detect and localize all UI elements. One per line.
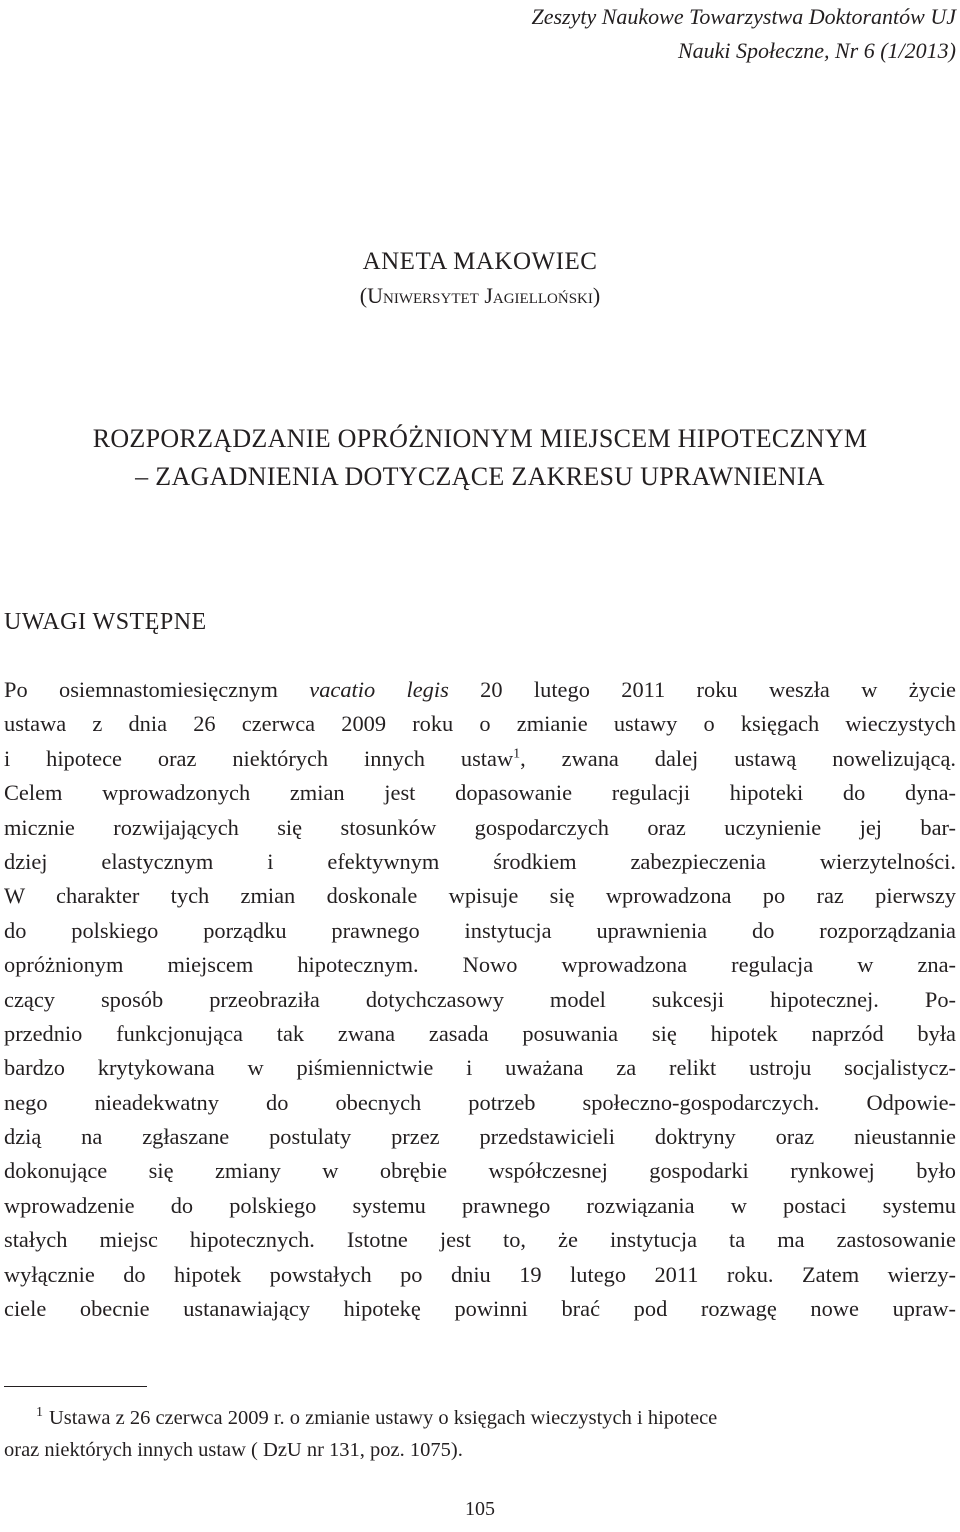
body-line: Celem wprowadzonych zmian jest dopasowanie regulacji hipoteki do dyna- — [4, 780, 956, 806]
footnote-line-2: oraz niektórych innych ustaw ( DzU nr 131, poz. 1075). — [4, 1439, 463, 1461]
footnote-line-1: $^1$ Ustawa z 26 czerwca 2009 r. o zmianie ustawy o księgach wieczystych i hipotece — [36, 1405, 718, 1429]
footnote-number: 1 — [36, 1405, 43, 1421]
body-line: wyłącznie do hipotek powstałych po dniu 19 lutego 2011 roku. Zatem wierzy- — [4, 1261, 956, 1287]
body-line: ustawa z dnia 26 czerwca 2009 roku o zmianie ustawy o księgach wieczystych — [4, 711, 956, 737]
section-heading: UWAGI WSTĘPNE — [4, 609, 207, 635]
journal-series: Nauki Społeczne, Nr 6 (1/2013) — [677, 38, 956, 63]
article-title-line-2: – ZAGADNIENIA DOTYCZĄCE ZAKRESU UPRAWNIENIA — [135, 462, 825, 491]
footnote — [4, 1402, 956, 1466]
footnote-reference[interactable]: 1 — [513, 746, 521, 762]
latin-term: vacatio legis — [309, 677, 449, 702]
footnote-divider — [4, 1386, 147, 1387]
body-line: dziej elastycznym i efektywnym środkiem zabezpieczenia wierzytelności. — [4, 848, 956, 874]
body-line: opróżnionym miejscem hipotecznym. Nowo wprowadzona regulacja w zna- — [4, 952, 956, 978]
body-line: i hipotece oraz niektórych innych ustaw$^1$, zwana dalej ustawą nowelizującą. — [4, 745, 957, 771]
body-paragraph — [4, 673, 956, 1326]
author-affiliation: (Uniwersytet Jagielloński) — [359, 283, 601, 308]
body-line: dzią na zgłaszane postulaty przez przedstawicieli doktryny oraz nieustannie — [4, 1124, 956, 1150]
body-line: ciele obecnie ustanawiający hipotekę powinni brać pod rozwagę nowe upraw- — [4, 1296, 956, 1322]
body-line: Po osiemnastomiesięcznym vacatio legis 20 lutego 2011 roku weszła w życie — [4, 677, 956, 702]
article-title-line-1: ROZPORZĄDZANIE OPRÓŻNIONYM MIEJSCEM HIPOTECZNYM — [92, 424, 868, 453]
body-line: przednio funkcjonująca tak zwana zasada posuwania się hipotek naprzód była — [4, 1020, 956, 1046]
author-name: ANETA MAKOWIEC — [362, 248, 598, 275]
author-block — [0, 244, 960, 312]
body-line: dokonujące się zmiany w obrębie współczesnej gospodarki rynkowej było — [4, 1158, 956, 1184]
journal-title: Zeszyty Naukowe Towarzystwa Doktorantów UJ — [531, 4, 956, 29]
body-line: micznie rozwijających się stosunków gospodarczych oraz uczynienie jej bar- — [4, 814, 956, 840]
body-line: stałych miejsc hipotecznych. Istotne jest to, że instytucja ta ma zastosowanie — [4, 1227, 956, 1253]
body-line: do polskiego porządku prawnego instytucja uprawnienia do rozporządzania — [4, 917, 956, 943]
body-line: W charakter tych zmian doskonale wpisuje się wprowadzona po raz pierwszy — [4, 883, 956, 909]
article-title — [0, 420, 960, 496]
journal-header — [531, 0, 956, 68]
body-line: bardzo krytykowana w piśmiennictwie i uważana za relikt ustroju socjalistycz- — [4, 1055, 956, 1081]
body-line: wprowadzenie do polskiego systemu prawnego rozwiązania w postaci systemu — [4, 1192, 956, 1218]
body-line: nego nieadekwatny do obecnych potrzeb społeczno-gospodarczych. Odpowie- — [4, 1089, 956, 1115]
page-number: 105 — [465, 1498, 495, 1520]
body-line: czący sposób przeobraziła dotychczasowy model sukcesji hipotecznej. Po- — [4, 986, 956, 1012]
